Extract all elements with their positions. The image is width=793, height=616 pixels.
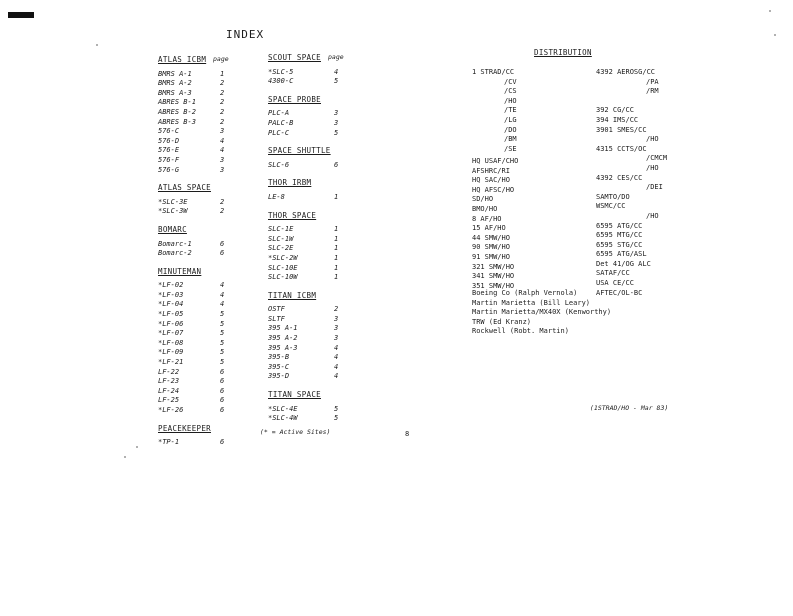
distribution-entry: 44 SMW/HO xyxy=(472,233,510,242)
distribution-entry: 15 AF/HO xyxy=(472,224,506,233)
page-ref: 6 xyxy=(220,239,225,248)
site-name: 576-F xyxy=(158,155,180,164)
index-entry xyxy=(158,300,258,310)
distribution-entry: USA CE/CC xyxy=(596,279,634,288)
distribution-entry: HQ SAC/HO xyxy=(472,176,510,185)
index-entry xyxy=(158,118,258,128)
index-entry xyxy=(158,198,258,208)
index-entry xyxy=(268,372,378,382)
index-entry xyxy=(158,377,258,387)
site-name: 576-G xyxy=(158,165,180,174)
site-name: LF-23 xyxy=(158,377,180,386)
index-entry xyxy=(158,156,258,166)
distribution-entry: /HO xyxy=(646,163,659,172)
distribution-entry: 4392 AEROSG/CC xyxy=(596,68,656,76)
page-ref: 4 xyxy=(220,300,225,309)
page-ref: 2 xyxy=(220,79,225,88)
page-ref: 4 xyxy=(220,290,225,299)
site-name: 395-B xyxy=(268,353,290,362)
page-ref: 5 xyxy=(334,414,339,423)
site-name: OSTF xyxy=(268,305,285,314)
section-title: THOR SPACE xyxy=(268,210,317,220)
distribution-entry xyxy=(596,97,667,107)
organization-entry: Boeing Co (Ralph Vernola) xyxy=(472,289,578,297)
index-section xyxy=(158,424,258,448)
page-ref: 1 xyxy=(334,225,339,234)
page-ref: 5 xyxy=(220,319,225,328)
organization-entry: Rockwell (Robt. Martin) xyxy=(472,327,569,336)
col2-page-header: page xyxy=(328,53,344,61)
page-ref: 2 xyxy=(220,207,225,216)
page-ref: 4 xyxy=(334,343,339,352)
index-entry xyxy=(268,109,378,119)
index-entry xyxy=(268,235,378,245)
page-ref: 6 xyxy=(220,377,225,386)
distribution-entry: /DEI xyxy=(646,183,663,192)
distribution-entry: 394 IMS/CC xyxy=(596,115,639,124)
site-name: SLC-10E xyxy=(268,263,298,272)
site-name: *LF-09 xyxy=(158,348,184,357)
index-entry xyxy=(158,207,258,217)
page-ref: 5 xyxy=(334,404,339,413)
index-section xyxy=(268,178,378,202)
site-name: 576-D xyxy=(158,136,180,145)
page-ref: 2 xyxy=(220,88,225,97)
distribution-entry: 91 SMW/HO xyxy=(472,252,510,261)
page-ref: 1 xyxy=(334,234,339,243)
index-entry xyxy=(158,438,258,448)
index-entry xyxy=(268,324,378,334)
site-name: LF-22 xyxy=(158,367,180,376)
page-ref: 3 xyxy=(334,314,339,323)
index-entry xyxy=(268,405,378,415)
section-title: MINUTEMAN xyxy=(158,266,202,276)
page-ref: 4 xyxy=(220,281,225,290)
index-entry xyxy=(158,281,258,291)
page-ref: 6 xyxy=(220,249,225,258)
site-name: LF-24 xyxy=(158,386,180,395)
index-entry xyxy=(268,225,378,235)
page-ref: 6 xyxy=(220,386,225,395)
page-ref: 1 xyxy=(220,69,225,78)
index-entry xyxy=(158,348,258,358)
site-name: PALC-B xyxy=(268,118,294,127)
section-title: SPACE SHUTTLE xyxy=(268,146,331,156)
index-entry xyxy=(158,98,258,108)
index-section xyxy=(268,53,378,87)
distribution-entry: /DO xyxy=(504,125,517,134)
distribution-entry: /SE xyxy=(504,144,517,153)
site-name: *LF-06 xyxy=(158,319,184,328)
distribution-entry: 4392 CES/CC xyxy=(596,173,643,182)
distribution-entry: 6595 ATG/CC xyxy=(596,221,643,230)
page-ref: 4 xyxy=(220,136,225,145)
index-entry xyxy=(268,119,378,129)
organization-entry: Martin Marietta/MX40X (Kenworthy) xyxy=(472,308,612,317)
page-ref: 4 xyxy=(334,353,339,362)
index-entry xyxy=(268,193,378,203)
scan-speck xyxy=(124,456,126,458)
site-name: 395 A-3 xyxy=(268,343,298,352)
page-ref: 1 xyxy=(334,192,339,201)
index-entry xyxy=(268,68,378,78)
page-ref: 5 xyxy=(220,348,225,357)
site-name: *LF-04 xyxy=(158,300,184,309)
section-title: THOR IRBM xyxy=(268,178,312,188)
page-ref: 5 xyxy=(334,128,339,137)
site-name: SLC-1W xyxy=(268,234,294,243)
site-name: *SLC-5 xyxy=(268,67,294,76)
site-name: PLC-C xyxy=(268,128,290,137)
index-entry xyxy=(158,329,258,339)
index-entry xyxy=(158,406,258,416)
page-ref: 1 xyxy=(334,244,339,253)
distribution-entry: 6595 ATG/ASL xyxy=(596,250,647,259)
site-name: 395-D xyxy=(268,372,290,381)
page-ref: 3 xyxy=(334,109,339,118)
index-entry xyxy=(268,129,378,139)
distribution-entry: BMO/HO xyxy=(472,204,498,213)
distribution-entry: HQ USAF/CHO xyxy=(472,157,519,165)
page-ref: 1 xyxy=(334,273,339,282)
distribution-entry: SAMTO/DO xyxy=(596,192,630,201)
scan-speck xyxy=(774,34,776,36)
page-ref: 6 xyxy=(220,438,225,447)
index-entry xyxy=(268,305,378,315)
index-entry xyxy=(158,339,258,349)
distribution-title: DISTRIBUTION xyxy=(534,48,592,57)
index-entry xyxy=(268,161,378,171)
site-name: *LF-05 xyxy=(158,310,184,319)
index-section xyxy=(268,95,378,138)
section-title: PEACEKEEPER xyxy=(158,423,211,433)
index-entry xyxy=(158,70,258,80)
index-section xyxy=(268,146,378,170)
index-entry xyxy=(158,291,258,301)
organization-entry: TRW (Ed Kranz) xyxy=(472,317,532,326)
page-ref: 3 xyxy=(334,334,339,343)
index-entry xyxy=(158,387,258,397)
index-entry xyxy=(158,146,258,156)
distribution-entry: Det 41/OG ALC xyxy=(596,259,651,268)
scan-speck xyxy=(769,10,771,12)
distribution-entry: /BM xyxy=(504,135,517,144)
section-title: SPACE PROBE xyxy=(268,94,321,104)
section-title: ATLAS ICBM xyxy=(158,55,207,64)
index-entry xyxy=(158,320,258,330)
index-entry xyxy=(268,315,378,325)
index-entry xyxy=(158,358,258,368)
site-name: *LF-02 xyxy=(158,281,184,290)
site-name: 395-C xyxy=(268,362,290,371)
distribution-entry: 1 STRAD/CC xyxy=(472,68,515,76)
site-name: *LF-03 xyxy=(158,290,184,299)
site-name: *LF-21 xyxy=(158,358,184,367)
page-ref: 3 xyxy=(220,155,225,164)
site-name: 395 A-2 xyxy=(268,334,298,343)
page-ref: 4 xyxy=(334,67,339,76)
scan-speck xyxy=(136,446,138,448)
site-name: SLC-2E xyxy=(268,244,294,253)
index-entry xyxy=(268,264,378,274)
index-section xyxy=(158,225,258,259)
distribution-entry: 90 SMW/HO xyxy=(472,243,510,252)
distribution-entry: 341 SMW/HO xyxy=(472,272,515,281)
site-name: *LF-26 xyxy=(158,406,184,414)
index-entry xyxy=(268,334,378,344)
site-name: SLTF xyxy=(268,314,285,323)
distribution-right xyxy=(596,68,667,298)
distribution-left-bottom xyxy=(472,157,518,291)
index-entry xyxy=(268,363,378,373)
distribution-entry: 6595 STG/CC xyxy=(596,240,643,249)
page-ref: 2 xyxy=(220,197,225,206)
site-name: BMRS A-3 xyxy=(158,88,192,97)
index-entry xyxy=(158,127,258,137)
index-entry xyxy=(268,244,378,254)
distribution-left-top xyxy=(472,68,517,154)
site-name: *SLC-3E xyxy=(158,197,188,206)
site-name: *LF-08 xyxy=(158,338,184,347)
index-entry xyxy=(158,310,258,320)
site-name: 4300-C xyxy=(268,77,294,86)
index-entry xyxy=(158,89,258,99)
index-entry xyxy=(268,414,378,424)
site-name: *SLC-4E xyxy=(268,404,298,413)
distribution-entry: /TE xyxy=(504,106,517,115)
distribution-entry: /LG xyxy=(504,115,517,124)
page-ref: 4 xyxy=(334,362,339,371)
section-title: ATLAS SPACE xyxy=(158,183,211,193)
distribution-entry: /PA xyxy=(646,77,659,86)
page-ref: 5 xyxy=(220,338,225,347)
page-ref: 3 xyxy=(220,127,225,136)
index-entry xyxy=(268,273,378,283)
page-ref: 6 xyxy=(334,160,339,169)
index-entry xyxy=(158,166,258,176)
site-name: ABRES B-3 xyxy=(158,117,196,126)
page-ref: 6 xyxy=(220,396,225,405)
site-name: LF-25 xyxy=(158,396,180,405)
index-entry xyxy=(268,353,378,363)
distribution-entry: WSMC/CC xyxy=(596,202,626,211)
page-ref: 5 xyxy=(220,358,225,367)
site-name: 576-C xyxy=(158,127,180,136)
site-name: *SLC-2W xyxy=(268,253,298,262)
section-title: SCOUT SPACE xyxy=(268,53,321,62)
site-name: Bomarc-2 xyxy=(158,249,192,258)
page-ref: 3 xyxy=(334,324,339,333)
distribution-entry: /CV xyxy=(504,77,517,86)
distribution-entry: /HO xyxy=(646,211,659,220)
distribution-entry: 351 SMW/HO xyxy=(472,281,515,290)
index-section xyxy=(268,291,378,382)
site-name: PLC-A xyxy=(268,109,290,118)
index-entry xyxy=(268,77,378,87)
index-title: INDEX xyxy=(226,28,265,41)
site-name: Bomarc-1 xyxy=(158,239,192,248)
scan-speck xyxy=(96,44,98,46)
page-ref: 6 xyxy=(220,406,225,414)
site-name: SLC-6 xyxy=(268,160,290,169)
page-ref: 6 xyxy=(220,367,225,376)
active-sites-footnote: (* = Active Sites) xyxy=(260,427,331,436)
page-ref: 4 xyxy=(220,146,225,155)
index-entry xyxy=(158,108,258,118)
distribution-entry: SD/HO xyxy=(472,195,494,204)
index-section xyxy=(158,55,258,175)
index-column-1 xyxy=(158,55,258,452)
page-ref: 4 xyxy=(334,372,339,381)
site-name: *LF-07 xyxy=(158,329,184,338)
page-ref: 3 xyxy=(334,118,339,127)
site-name: LE-8 xyxy=(268,192,285,201)
index-entry xyxy=(158,396,258,406)
index-section xyxy=(268,390,378,424)
distribution-entry: HQ AFSC/HO xyxy=(472,185,515,194)
site-name: BMRS A-1 xyxy=(158,69,192,78)
organization-entry: Martin Marietta (Bill Leary) xyxy=(472,298,591,307)
section-title: BOMARC xyxy=(158,224,187,234)
index-section xyxy=(268,211,378,283)
distribution-entry: /CS xyxy=(504,87,517,96)
distribution-organizations xyxy=(472,289,611,337)
site-name: 576-E xyxy=(158,146,180,155)
distribution-entry: AFTEC/OL-BC xyxy=(596,288,643,297)
index-section xyxy=(158,183,258,217)
page-ref: 5 xyxy=(220,329,225,338)
distribution-entry: /RM xyxy=(646,87,659,96)
page-ref: 2 xyxy=(220,98,225,107)
index-entry xyxy=(268,254,378,264)
site-name: ABRES B-1 xyxy=(158,98,196,107)
distribution-entry: 6595 MTG/CC xyxy=(596,231,643,240)
distribution-entry: /HO xyxy=(646,135,659,144)
site-name: BMRS A-2 xyxy=(158,79,192,88)
index-entry xyxy=(158,79,258,89)
site-name: 395 A-1 xyxy=(268,324,298,333)
index-entry xyxy=(158,137,258,147)
site-name: *TP-1 xyxy=(158,438,180,447)
page-ref: 2 xyxy=(220,117,225,126)
index-section xyxy=(158,267,258,416)
index-entry xyxy=(268,344,378,354)
distribution-entry: SATAF/CC xyxy=(596,269,630,278)
distribution-entry: /HO xyxy=(504,96,517,105)
page-ref: 3 xyxy=(220,165,225,174)
page-number: 8 xyxy=(405,430,410,438)
index-column-2 xyxy=(260,53,378,437)
distribution-entry: 8 AF/HO xyxy=(472,214,502,223)
index-entry xyxy=(158,368,258,378)
distribution-entry: 392 CG/CC xyxy=(596,106,634,115)
page-ref: 2 xyxy=(334,305,339,314)
index-entry xyxy=(158,240,258,250)
site-name: SLC-1E xyxy=(268,225,294,234)
scan-edge-mark xyxy=(8,12,34,18)
distribution-entry: 3901 SMES/CC xyxy=(596,125,647,134)
page-ref: 5 xyxy=(220,310,225,319)
col1-page-header: page xyxy=(213,55,229,63)
site-name: SLC-10W xyxy=(268,273,298,282)
distribution-entry: AFSHRC/RI xyxy=(472,166,510,175)
distribution-entry: /CMCM xyxy=(646,154,668,163)
office-date-signature: (1STRAD/HO - Mar 83) xyxy=(590,404,669,412)
site-name: ABRES B-2 xyxy=(158,107,196,116)
page-ref: 5 xyxy=(334,77,339,86)
section-title: TITAN ICBM xyxy=(268,290,317,300)
page-ref: 1 xyxy=(334,253,339,262)
section-title: TITAN SPACE xyxy=(268,390,321,400)
distribution-entry: 4315 CCTS/OC xyxy=(596,144,647,153)
page-ref: 2 xyxy=(220,107,225,116)
distribution-entry: 321 SMW/HO xyxy=(472,262,515,271)
site-name: *SLC-4W xyxy=(268,414,298,423)
page-ref: 1 xyxy=(334,263,339,272)
site-name: *SLC-3W xyxy=(158,207,188,216)
index-entry xyxy=(158,249,258,259)
